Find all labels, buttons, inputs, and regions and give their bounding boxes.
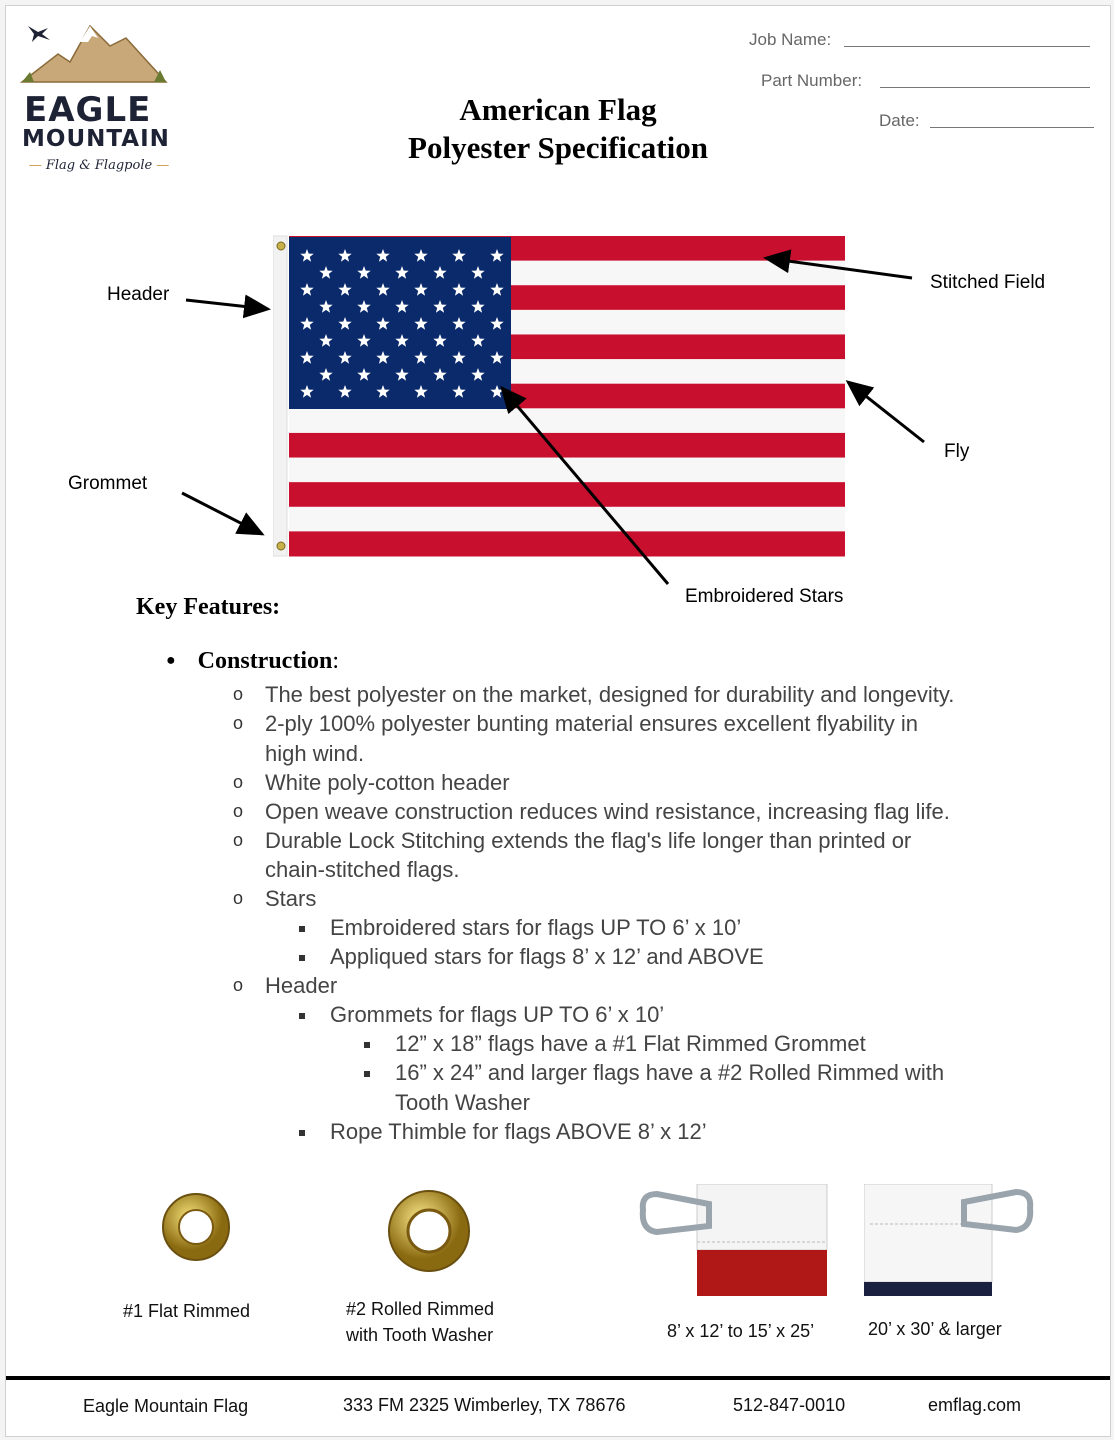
page-title-line1: American Flag bbox=[459, 92, 657, 127]
part-number-field[interactable] bbox=[880, 87, 1090, 88]
spec-page bbox=[5, 5, 1111, 1437]
logo-tagline-text: Flag & Flagpole bbox=[45, 158, 153, 173]
rolled-rimmed-grommet-icon bbox=[386, 1188, 472, 1274]
feature-bullet-icon: o bbox=[233, 830, 244, 850]
feature-bullet-icon: o bbox=[233, 684, 244, 704]
callout-stitched-field: Stitched Field bbox=[930, 272, 1046, 293]
feature-item: 12” x 18” flags have a #1 Flat Rimmed Grommet bbox=[395, 1031, 866, 1056]
feature-item: Tooth Washer bbox=[395, 1090, 530, 1115]
logo-tagline: — Flag & Flagpole — bbox=[28, 158, 170, 173]
footer-phone: 512-847-0010 bbox=[733, 1395, 846, 1415]
feature-item: Embroidered stars for flags UP TO 6’ x 10’ bbox=[330, 915, 742, 940]
job-name-label: Job Name: bbox=[749, 30, 832, 49]
logo bbox=[18, 18, 178, 178]
feature-bullet-icon bbox=[299, 955, 305, 961]
feature-bullet-icon: o bbox=[233, 975, 244, 995]
feature-bullet-icon bbox=[299, 1013, 305, 1019]
flag-icon bbox=[273, 232, 845, 560]
arrow-fly bbox=[848, 382, 924, 442]
feature-bullet-icon: o bbox=[233, 772, 244, 792]
arrow-header bbox=[186, 300, 268, 309]
page-title-line2: Polyester Specification bbox=[408, 130, 708, 165]
feature-bullet-icon: o bbox=[233, 888, 244, 908]
callout-grommet: Grommet bbox=[68, 473, 148, 494]
footer-website[interactable]: emflag.com bbox=[928, 1395, 1022, 1415]
caption-rolled-rimmed-2: with Tooth Washer bbox=[346, 1325, 494, 1345]
feature-item: The best polyester on the market, designed for durability and longevity. bbox=[265, 682, 955, 707]
caption-rolled-rimmed-1: #2 Rolled Rimmed bbox=[346, 1299, 495, 1319]
logo-word-mountain: MOUNTAIN bbox=[22, 126, 170, 152]
caption-flat-rimmed: #1 Flat Rimmed bbox=[123, 1301, 251, 1321]
feature-bullet-icon bbox=[364, 1071, 370, 1077]
feature-item: Open weave construction reduces wind resistance, increasing flag life. bbox=[265, 799, 950, 824]
callout-fly: Fly bbox=[944, 441, 970, 462]
footer-company: Eagle Mountain Flag bbox=[83, 1396, 249, 1416]
feature-bullet-icon: o bbox=[233, 713, 244, 733]
key-features-heading: Key Features: bbox=[136, 594, 281, 620]
feature-item: Stars bbox=[265, 886, 317, 911]
feature-bullet-icon: o bbox=[233, 801, 244, 821]
caption-thimble-large: 20’ x 30’ & larger bbox=[868, 1319, 1002, 1339]
feature-item: high wind. bbox=[265, 741, 365, 766]
feature-item: chain-stitched flags. bbox=[265, 857, 460, 882]
footer-divider bbox=[6, 1376, 1110, 1380]
job-name-field[interactable] bbox=[844, 46, 1090, 47]
mountain-logo-icon bbox=[18, 18, 178, 98]
callout-embroidered-stars: Embroidered Stars bbox=[685, 586, 844, 607]
construction-colon: : bbox=[332, 648, 340, 674]
feature-bullet-icon bbox=[299, 1130, 305, 1136]
feature-item: Durable Lock Stitching extends the flag's life longer than printed or bbox=[265, 828, 912, 853]
feature-item: Grommets for flags UP TO 6’ x 10’ bbox=[330, 1002, 665, 1027]
arrow-grommet bbox=[182, 493, 262, 534]
feature-item: Appliqued stars for flags 8’ x 12’ and ABOVE bbox=[330, 944, 764, 969]
construction-heading: ● Construction: bbox=[166, 648, 340, 674]
date-label: Date: bbox=[879, 111, 920, 130]
rope-thimble-blue-icon bbox=[864, 1184, 1034, 1296]
american-flag-image bbox=[273, 232, 845, 560]
flat-rimmed-grommet-icon bbox=[161, 1192, 231, 1262]
logo-word-eagle: EAGLE bbox=[24, 90, 152, 130]
feature-item: Rope Thimble for flags ABOVE 8’ x 12’ bbox=[330, 1119, 707, 1144]
feature-item: 2-ply 100% polyester bunting material ensures excellent flyability in bbox=[265, 711, 919, 736]
part-number-label: Part Number: bbox=[761, 71, 863, 90]
footer-address: 333 FM 2325 Wimberley, TX 78676 bbox=[343, 1395, 626, 1415]
feature-item: 16” x 24” and larger flags have a #2 Rolled Rimmed with bbox=[395, 1060, 945, 1085]
feature-item: Header bbox=[265, 973, 338, 998]
rope-thimble-red-icon bbox=[639, 1184, 829, 1296]
caption-thimble-medium: 8’ x 12’ to 15’ x 25’ bbox=[667, 1321, 815, 1341]
callout-header: Header bbox=[107, 284, 170, 305]
feature-bullet-icon bbox=[299, 926, 305, 932]
feature-bullet-icon bbox=[364, 1042, 370, 1048]
date-field[interactable] bbox=[930, 127, 1094, 128]
feature-item: White poly-cotton header bbox=[265, 770, 510, 795]
construction-label: Construction bbox=[197, 648, 333, 674]
